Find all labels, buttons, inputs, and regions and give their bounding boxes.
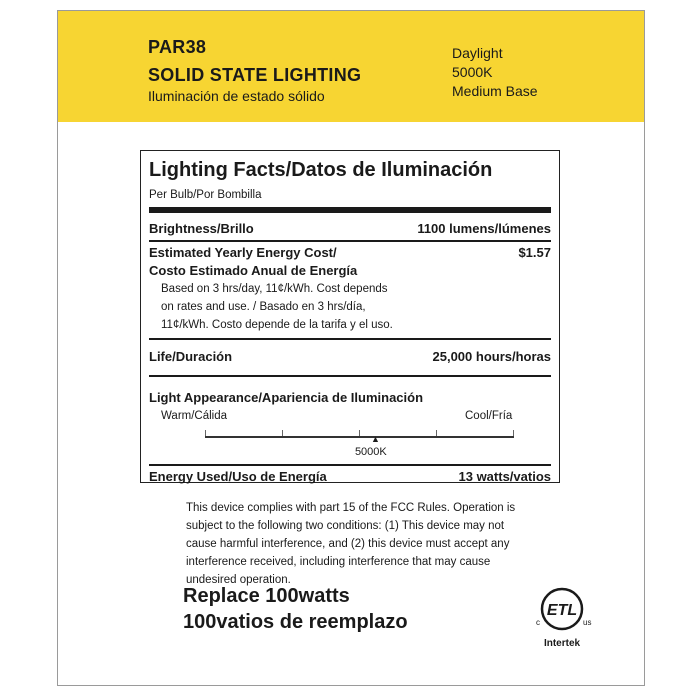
life-label: Life/Duración <box>149 349 233 364</box>
fcc-line: cause harmful interference, and (2) this device must accept any <box>186 538 510 550</box>
divider <box>149 240 551 242</box>
energy-cost-label: Estimated Yearly Energy Cost/ <box>149 245 337 260</box>
energy-cost-value: $1.57 <box>518 245 551 260</box>
brightness-value: 1100 lumens/lúmenes <box>417 221 551 236</box>
fcc-line: This device complies with part 15 of the FCC Rules. Operation is <box>186 502 516 514</box>
etl-certification-logo <box>528 581 598 651</box>
product-type: SOLID STATE LIGHTING <box>148 65 362 85</box>
divider <box>149 338 551 340</box>
lighting-facts-panel <box>140 150 560 483</box>
product-code: PAR38 <box>148 37 207 57</box>
etl-text: ETL <box>546 602 578 619</box>
etl-c-mark: c <box>536 618 540 627</box>
fcc-line: undesired operation. <box>186 574 291 586</box>
appearance-marker-icon: ▲ <box>370 434 380 444</box>
replace-wattage-spanish: 100vatios de reemplazo <box>183 611 408 633</box>
header-band <box>58 11 644 122</box>
energy-used-label: Energy Used/Uso de Energía <box>149 469 327 484</box>
intertek-label: Intertek <box>543 638 581 649</box>
life-value: 25,000 hours/horas <box>432 349 551 364</box>
base-type: Medium Base <box>452 83 538 99</box>
replace-wattage: Replace 100watts <box>183 585 350 607</box>
appearance-scale <box>205 436 514 438</box>
cost-note-line: 11¢/kWh. Costo depende de la tarifa y el uso. <box>161 319 393 331</box>
fcc-line: interference received, including interference that may cause <box>186 556 491 568</box>
color-name: Daylight <box>452 45 503 61</box>
warm-label: Warm/Cálida <box>161 410 228 422</box>
cool-label: Cool/Fría <box>465 410 513 422</box>
appearance-label: Light Appearance/Apariencia de Iluminación <box>149 390 424 405</box>
etl-us-mark: us <box>583 618 592 627</box>
cost-note-line: on rates and use. / Basado en 3 hrs/día, <box>161 301 366 313</box>
energy-used-value: 13 watts/vatios <box>458 469 551 484</box>
per-bulb-label: Per Bulb/Por Bombilla <box>149 189 262 201</box>
facts-title: Lighting Facts/Datos de Iluminación <box>149 159 493 181</box>
label-sheet <box>57 10 645 686</box>
divider <box>149 375 551 377</box>
brightness-label: Brightness/Brillo <box>149 221 254 236</box>
energy-cost-label-spanish: Costo Estimado Anual de Energía <box>149 263 358 278</box>
color-temperature: 5000K <box>452 64 493 80</box>
product-type-spanish: Iluminación de estado sólido <box>148 88 325 104</box>
fcc-line: subject to the following two conditions: (1) This device may not <box>186 520 505 532</box>
fcc-statement <box>186 499 526 589</box>
divider <box>149 464 551 466</box>
thick-divider <box>149 207 551 213</box>
appearance-marker-label: 5000K <box>354 446 387 458</box>
cost-note-line: Based on 3 hrs/day, 11¢/kWh. Cost depends <box>161 283 388 295</box>
